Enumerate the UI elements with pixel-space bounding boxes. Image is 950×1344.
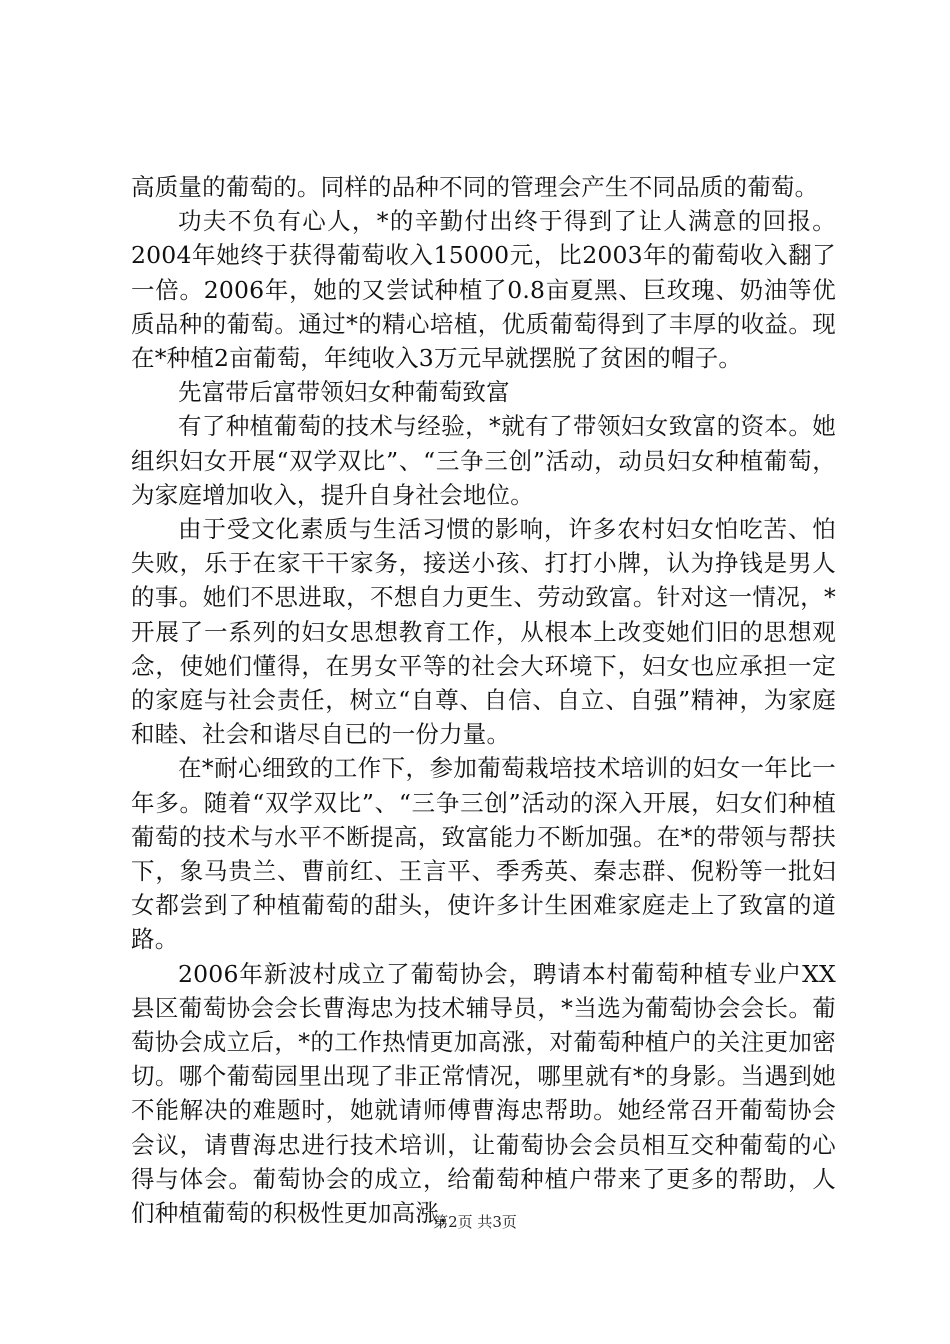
paragraph-5: 在*耐心细致的工作下，参加葡萄栽培技术培训的妇女一年比一年多。随着“双学双比”、“三争三创”活动的深入开展，妇女们种植葡萄的技术与水平不断提高，致富能力不断加强。在*的带领与帮扶下，象马贵兰、曹前红、王言平、季秀英、秦志群、倪粉等一批妇女都尝到了种植葡萄的甜头，使许多计生困难家庭走上了致富的道路。: [131, 754, 836, 954]
paragraph-2: 功夫不负有心人，*的辛勤付出终于得到了让人满意的回报。2004年她终于获得葡萄收入15000元，比2003年的葡萄收入翻了一倍。2006年，她的又尝试种植了0.8亩夏黑、巨玫瑰、奶油等优质品种的葡萄。通过*的精心培植，优质葡萄得到了丰厚的收益。现在*种植2亩葡萄，年纯收入3万元早就摆脱了贫困的帽子。: [131, 207, 836, 373]
page-number-footer: 第2页 共3页: [433, 1213, 517, 1231]
paragraph-6: 2006年新波村成立了葡萄协会，聘请本村葡萄种植专业户XX县区葡萄协会会长曹海忠为技术辅导员，*当选为葡萄协会会长。葡萄协会成立后，*的工作热情更加高涨，对葡萄种植户的关注更加密切。哪个葡萄园里出现了非正常情况，哪里就有*的身影。当遇到她不能解决的难题时，她就请师傅曹海忠帮助。她经常召开葡萄协会会议，请曹海忠进行技术培训，让葡萄协会会员相互交种葡萄的心得与体会。葡萄协会的成立，给葡萄种植户带来了更多的帮助，人们种植葡萄的积极性更加高涨，: [131, 959, 836, 1228]
document-body: [131, 170, 836, 1230]
section-heading: 先富带后富带领妇女种葡萄致富: [178, 378, 510, 407]
paragraph-4: 由于受文化素质与生活习惯的影响，许多农村妇女怕吃苦、怕失败，乐于在家干干家务，接送小孩、打打小牌，认为挣钱是男人的事。她们不思进取，不想自力更生、劳动致富。针对这一情况，*开展了一系列的妇女思想教育工作，从根本上改变她们旧的思想观念，使她们懂得，在男女平等的社会大环境下，妇女也应承担一定的家庭与社会责任，树立“自尊、自信、自立、自强”精神，为家庭和睦、社会和谐尽自已的一份力量。: [131, 515, 836, 749]
paragraph-1: 高质量的葡萄的。同样的品种不同的管理会产生不同品质的葡萄。: [131, 173, 819, 201]
paragraph-3: 有了种植葡萄的技术与经验，*就有了带领妇女致富的资本。她组织妇女开展“双学双比”、“三争三创”活动，动员妇女种植葡萄，为家庭增加收入，提升自身社会地位。: [131, 412, 836, 509]
